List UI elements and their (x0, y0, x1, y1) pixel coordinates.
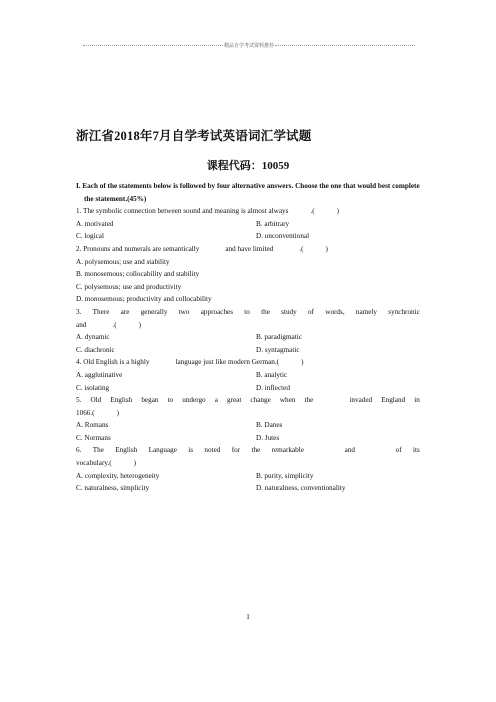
exam-title: 浙江省2018年7月自学考试英语词汇学试题 (76, 129, 312, 143)
question-3-cont (76, 319, 420, 332)
question-stem: .( (299, 244, 304, 253)
section-instruction: I. Each of the statements below is followed by four alternative answers. Choose the one that would best complete the statement.(45%) (76, 182, 420, 203)
question-4 (76, 356, 420, 369)
option-b: B. Danes (256, 421, 283, 430)
options-5 (76, 419, 420, 444)
option-b: B. arbitrary (256, 219, 290, 228)
header-dots-left (83, 45, 223, 46)
page-header (82, 42, 416, 49)
question-5-cont (76, 407, 420, 420)
page-number: 1 (246, 612, 250, 621)
question-5: 5. Old English began to undergo a great change when the invaded England in (76, 396, 420, 405)
option-b: B. monosemous; collocability and stability (76, 270, 200, 279)
question-stem: .( (310, 207, 315, 216)
option-c: C. naturalness, simplicity (76, 484, 150, 493)
options-4 (76, 369, 420, 394)
option-d: D. monosemous; productivity and collocability (76, 295, 212, 304)
question-3: 3. There are generally two approaches to the study of words, namely synchronic (76, 307, 420, 316)
question-stem: ) (138, 320, 141, 329)
question-stem: 2. Pronouns and numerals are semantically (76, 244, 200, 253)
option-b: B. purity, simplicity (256, 471, 314, 480)
option-a: A. motivated (76, 219, 114, 228)
option-d: D. naturalness, conventionality (256, 484, 346, 493)
option-c: C. polysemous; use and productivity (76, 282, 182, 291)
option-a: A. agglutinative (76, 370, 123, 379)
option-a: A. dynamic (76, 333, 110, 342)
question-1 (76, 205, 420, 218)
option-d: D. inflected (256, 383, 290, 392)
question-stem: 4. Old English is a highly (76, 358, 150, 367)
question-stem: and have limited (225, 244, 274, 253)
option-b: B. paradigmatic (256, 333, 302, 342)
question-stem: 1066.( (76, 408, 95, 417)
option-c: C. diachronic (76, 345, 115, 354)
option-c: C. logical (76, 232, 104, 241)
question-stem: .( (112, 320, 117, 329)
option-d: D. unconventional (256, 232, 310, 241)
question-stem: and (76, 320, 87, 329)
option-c: C. Normans (76, 433, 111, 442)
question-stem: ) (301, 358, 304, 367)
question-stem: ) (336, 207, 340, 216)
question-stem: ) (325, 244, 328, 253)
header-dots-right (275, 45, 415, 46)
option-d: D. Jutes (256, 433, 280, 442)
question-stem: ) (116, 408, 119, 417)
question-6-cont (76, 457, 420, 470)
question-2 (76, 243, 420, 256)
option-d: D. syntagmatic (256, 345, 300, 354)
course-code: 课程代码：10059 (206, 160, 290, 172)
header-text: 精品自学考试资料推荐 (224, 44, 275, 49)
option-a: A. polysemous; use and stability (76, 257, 170, 266)
question-stem: vocabulary.( (76, 459, 112, 468)
option-a: A. Romans (76, 421, 109, 430)
question-stem: language just like modern German.( (175, 358, 280, 367)
option-c: C. isolating (76, 383, 110, 392)
options-1 (76, 218, 420, 243)
question-6: 6. The English Language is noted for the remarkable and of its (76, 446, 420, 455)
options-6 (76, 470, 420, 495)
question-stem: ) (133, 459, 137, 468)
options-3 (76, 331, 420, 356)
exam-content (76, 180, 420, 495)
option-b: B. analytic (256, 370, 288, 379)
question-stem: 1. The symbolic connection between sound and meaning is almost always (76, 207, 289, 216)
option-a: A. complexity, heterogeneity (76, 471, 160, 480)
